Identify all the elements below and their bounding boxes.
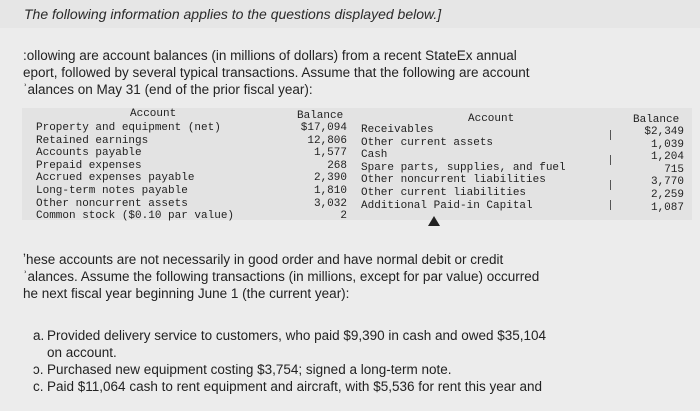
column-divider-tick [610, 155, 611, 165]
account-name: Long-term notes payable [36, 184, 188, 197]
column-divider-tick [610, 200, 611, 210]
account-balance: 1,204 [650, 151, 684, 164]
transaction-label: a. [33, 328, 45, 343]
transaction-label: c. [33, 379, 44, 394]
account-name: Common stock ($0.10 par value) [36, 210, 235, 223]
right-account-column [361, 124, 566, 212]
account-balance: 268 [327, 159, 347, 172]
account-name: Accrued expenses payable [36, 172, 195, 185]
account-balance: 2 [340, 210, 347, 223]
intro-paragraph [23, 47, 530, 98]
intro-line: eport, followed by several typical transactions. Assume that the following are account [23, 65, 530, 80]
column-divider-tick [610, 180, 611, 190]
transaction-label: ɔ. [33, 362, 44, 377]
notes-line: ʾalances. Assume the following transactions (in millions, except for par value) occurred [23, 269, 540, 284]
left-balance-header: Balance [297, 110, 344, 122]
instruction-banner [0, 0, 700, 28]
account-balance: 3,032 [313, 197, 347, 210]
right-account-header: Account [468, 113, 515, 125]
left-account-column [36, 122, 234, 223]
transaction-text: Purchased new equipment costing $3,754; signed a long-term note. [47, 362, 452, 377]
account-name: Accounts payable [36, 147, 142, 160]
transaction-text: on account. [47, 345, 117, 360]
right-balance-column [630, 126, 684, 214]
account-name: Spare parts, supplies, and fuel [361, 161, 566, 174]
account-balance: 12,806 [307, 134, 347, 147]
account-name: Other current liabilities [361, 186, 527, 199]
right-balance-header: Balance [633, 114, 680, 126]
notes-paragraph [23, 251, 539, 302]
account-name: Additional Paid-in Capital [361, 199, 533, 212]
account-name: Property and equipment (net) [36, 122, 221, 134]
account-name: Receivables [361, 124, 434, 136]
account-balance: 1,577 [313, 147, 347, 160]
notes-line: ʼhese accounts are not necessarily in good order and have normal debit or credit [23, 252, 504, 267]
left-account-header: Account [130, 108, 177, 120]
transaction-text: Provided delivery service to customers, who paid $9,390 in cash and owed $35,104 [47, 328, 547, 343]
transaction-item [33, 361, 546, 378]
account-name: Other noncurrent liabilities [361, 174, 546, 187]
transaction-list [33, 327, 546, 395]
account-name: Cash [361, 149, 388, 162]
account-balance: 1,039 [650, 138, 684, 151]
transaction-item [33, 327, 546, 344]
intro-line: ʾalances on May 31 (end of the prior fiscal year): [23, 82, 313, 97]
account-balance: 1,810 [313, 184, 347, 197]
transaction-item [33, 378, 546, 395]
intro-line: :ollowing are account balances (in millions of dollars) from a recent StateEx annual [23, 48, 517, 63]
account-balance: 2,259 [650, 188, 684, 201]
account-balance: $17,094 [300, 122, 347, 134]
account-balance: 715 [664, 163, 684, 176]
account-name: Other current assets [361, 136, 494, 149]
instruction-text: The following information applies to the questions displayed below.] [24, 6, 442, 22]
account-balance: $2,349 [644, 126, 684, 138]
account-balance: 3,770 [650, 176, 684, 189]
left-balance-column [294, 122, 347, 223]
mouse-cursor-icon [428, 216, 440, 226]
column-divider-tick [610, 130, 611, 140]
account-balance: 1,087 [650, 201, 684, 214]
account-name: Other noncurrent assets [36, 197, 188, 210]
transaction-text: Paid $11,064 cash to rent equipment and aircraft, with $5,536 for rent this year and [47, 379, 543, 394]
account-balance: 2,390 [313, 172, 347, 185]
account-name: Prepaid expenses [36, 159, 142, 172]
account-name: Retained earnings [36, 134, 149, 147]
notes-line: he next fiscal year beginning June 1 (the current year): [23, 286, 350, 301]
